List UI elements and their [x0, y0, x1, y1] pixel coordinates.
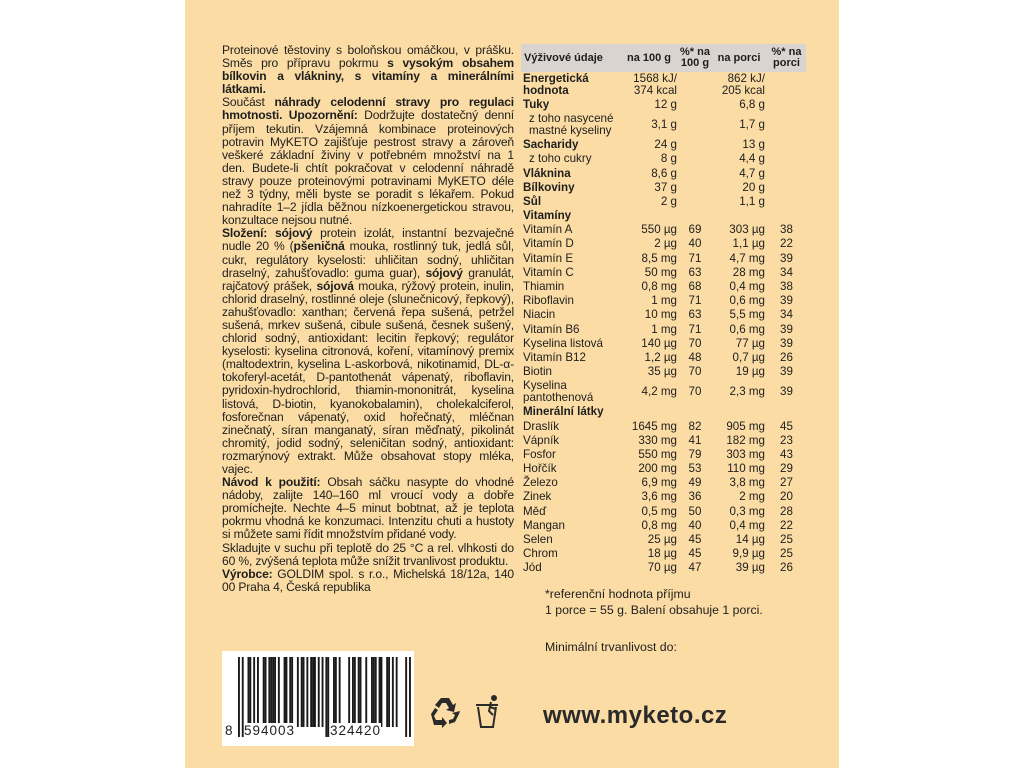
nutrient-name: Vitamín B6 — [523, 322, 580, 336]
value-per-portion: 0,4 mg — [729, 280, 765, 294]
value-per-portion: 77 µg — [735, 336, 765, 350]
value-per-portion: 1,7 g — [739, 118, 765, 132]
pct-per-100g: 50 — [688, 504, 702, 518]
ingredient-soy-2: sójový — [425, 265, 463, 280]
pct-per-100g: 45 — [688, 547, 702, 561]
nutrient-name: Hořčík — [523, 462, 557, 476]
nutrient-name: Vitamín A — [523, 223, 573, 237]
barcode-bar — [278, 657, 280, 727]
barcode-bar — [297, 657, 299, 727]
value-per-portion: 9,9 µg — [732, 547, 765, 561]
value-per-100g: 330 mg — [638, 433, 677, 447]
barcode-bar — [303, 657, 305, 727]
value-per-100g: 0,8 mg — [641, 518, 677, 532]
value-per-portion: 0,6 mg — [729, 322, 765, 336]
value-per-100g: 1568 kJ/ 374 kcal — [633, 71, 677, 97]
pct-per-portion — [767, 138, 806, 152]
value-per-portion: 0,4 mg — [729, 518, 765, 532]
value-per-portion: 303 mg — [726, 447, 765, 461]
minerals-section — [521, 405, 806, 419]
value-per-100g: 10 mg — [644, 308, 677, 322]
footnote — [545, 586, 763, 618]
table-row — [521, 181, 806, 195]
value-per-100g: 0,8 mg — [641, 280, 677, 294]
pct-per-portion: 39 — [780, 294, 793, 308]
value-per-portion: 2,3 mg — [729, 385, 765, 399]
pct-per-portion: 22 — [780, 518, 793, 532]
barcode-bar — [301, 657, 303, 727]
table-row — [521, 547, 806, 561]
pct-per-100g: 45 — [688, 533, 702, 547]
nutrient-name: Thiamin — [523, 280, 565, 294]
pct-per-portion: 26 — [780, 350, 793, 364]
expiry-label: Minimální trvanlivost do: — [545, 640, 677, 654]
table-row — [521, 505, 806, 519]
pct-per-100g: 53 — [688, 462, 702, 476]
value-per-portion: 5,5 mg — [729, 308, 765, 322]
nutrient-name: Kyselina listová — [523, 336, 603, 350]
value-per-100g: 18 µg — [647, 547, 677, 561]
pct-per-100g: 41 — [688, 433, 702, 447]
barcode-bar — [365, 657, 367, 727]
vitamins-section-label: Vitamíny — [523, 209, 572, 223]
value-per-100g: 2 µg — [654, 237, 677, 251]
table-row — [521, 533, 806, 547]
value-per-100g: 24 g — [654, 138, 677, 152]
ingredient-soy-1: sójový — [274, 226, 313, 241]
value-per-portion: 0,6 mg — [729, 294, 765, 308]
value-per-portion: 0,3 mg — [729, 504, 765, 518]
barcode-bar — [291, 657, 293, 727]
barcode-bar — [396, 657, 398, 727]
pct-per-100g: 79 — [688, 447, 702, 461]
table-row — [521, 266, 806, 280]
pct-per-100g: 47 — [688, 561, 702, 575]
header-per-portion: na porci — [711, 44, 767, 72]
pct-per-portion: 43 — [780, 447, 793, 461]
value-per-100g: 3,6 mg — [641, 490, 677, 504]
warning-bold: náhrady celodenní stravy pro regulaci hmotnosti. Upozornění: — [222, 95, 514, 123]
value-per-100g: 2 g — [660, 194, 677, 208]
nutrient-name: Sůl — [523, 194, 542, 208]
storage: Skladujte v suchu při teplotě do 25 °C a rel. vlhkosti do 60 %, zvýšená teplota může snížit trvanlivost produktu. — [222, 540, 514, 568]
barcode-bar — [248, 657, 250, 727]
table-row — [521, 72, 806, 98]
table-row — [521, 152, 806, 166]
barcode-digits-left: 594003 — [244, 723, 296, 738]
pct-per-portion: 25 — [780, 547, 793, 561]
value-per-100g: 6,9 mg — [641, 476, 677, 490]
value-per-100g: 8,5 mg — [641, 251, 677, 265]
barcode-bar — [360, 657, 362, 727]
pct-per-portion: 39 — [780, 336, 793, 350]
barcode-bar — [386, 657, 388, 727]
barcode-bar — [263, 657, 265, 727]
value-per-100g: 50 mg — [644, 265, 677, 279]
barcode-bar — [373, 657, 375, 727]
nutrient-name: Vláknina — [523, 166, 571, 180]
pct-per-100g — [679, 167, 711, 181]
nutrient-name: Železo — [523, 476, 558, 490]
barcode-bar — [284, 657, 286, 727]
pct-per-100g — [679, 72, 711, 98]
value-per-100g: 1 mg — [651, 294, 677, 308]
value-per-portion: 6,8 g — [739, 97, 765, 111]
pct-per-100g — [679, 195, 711, 209]
table-row — [521, 448, 806, 462]
value-per-portion: 0,7 µg — [732, 350, 765, 364]
value-per-portion: 20 g — [742, 180, 765, 194]
pct-per-portion: 34 — [780, 265, 793, 279]
table-row — [521, 252, 806, 266]
barcode-bar — [268, 657, 270, 727]
value-per-100g: 35 µg — [647, 365, 677, 379]
header-per-100g: na 100 g — [619, 44, 679, 72]
footnote-portion: 1 porce = 55 g. Balení obsahuje 1 porci. — [545, 603, 763, 617]
table-row — [521, 351, 806, 365]
nutrient-name: Měď — [523, 504, 547, 518]
barcode-bar — [289, 657, 291, 727]
barcode-bar — [388, 657, 390, 727]
value-per-portion: 303 µg — [729, 223, 765, 237]
value-per-100g: 3,1 g — [651, 118, 677, 132]
product-description — [222, 44, 514, 594]
nutrient-name: Fosfor — [523, 447, 556, 461]
nutrition-body — [521, 72, 806, 576]
pct-per-portion: 25 — [780, 533, 793, 547]
pct-per-portion: 20 — [780, 490, 793, 504]
barcode-bar — [371, 657, 373, 727]
barcode-bar — [286, 657, 288, 727]
barcode-bar — [249, 657, 251, 727]
pct-per-100g — [679, 112, 711, 138]
nutrient-name: Biotin — [523, 365, 553, 379]
table-row — [521, 223, 806, 237]
pct-per-100g: 69 — [688, 223, 702, 237]
nutrient-name: Mangan — [523, 518, 565, 532]
pct-per-portion — [767, 98, 806, 112]
pct-per-portion: 39 — [780, 385, 793, 399]
nutrient-name: Vitamín B12 — [523, 350, 586, 364]
table-row — [521, 323, 806, 337]
footnote-reference: *referenční hodnota příjmu — [545, 587, 691, 601]
pct-per-portion — [767, 72, 806, 98]
value-per-portion: 1,1 g — [739, 194, 765, 208]
nutrient-name: Jód — [523, 561, 542, 575]
barcode-bar — [322, 657, 324, 727]
recycle-icon — [427, 694, 463, 730]
value-per-portion: 39 µg — [735, 561, 765, 575]
barcode-bar — [375, 657, 377, 727]
pct-per-100g: 70 — [688, 365, 702, 379]
value-per-100g: 1 mg — [651, 322, 677, 336]
value-per-100g: 70 µg — [647, 561, 677, 575]
table-row — [521, 379, 806, 405]
pct-per-100g: 70 — [688, 385, 702, 399]
value-per-100g: 37 g — [654, 180, 677, 194]
table-row — [521, 561, 806, 575]
instructions: Návod k použití: Obsah sáčku nasypte do vhodné nádoby, zalijte 140–160 ml vroucí vody a dobře promíchejte. Nechte 4–5 minut bobtnat, až je teplota pokrmu vhodná ke konzumaci. Intenzitu chuti a hustoty si můžete sami řídit množstvím přidané vody. — [222, 475, 514, 542]
nutrient-name: Vitamín E — [523, 251, 574, 265]
nutrition-header — [521, 44, 806, 72]
barcode-bar — [348, 657, 350, 727]
value-per-100g: 200 mg — [638, 462, 677, 476]
table-row — [521, 238, 806, 252]
barcode — [222, 651, 414, 746]
manufacturer-title: Výrobce: — [222, 566, 273, 581]
table-row — [521, 337, 806, 351]
table-row — [521, 491, 806, 505]
nutrient-name: Tuky — [523, 97, 550, 111]
header-pct-100g: %* na 100 g — [679, 44, 711, 72]
pct-per-portion: 39 — [780, 322, 793, 336]
nutrient-name: Kyselina pantothenová — [523, 379, 594, 405]
header-pct-portion: %* na porci — [767, 44, 806, 72]
pct-per-portion: 23 — [780, 433, 793, 447]
value-per-portion: 3,8 mg — [729, 476, 765, 490]
nutrient-name: Vápník — [523, 433, 560, 447]
value-per-portion: 13 g — [742, 138, 765, 152]
barcode-bar — [339, 657, 341, 727]
pct-per-portion — [767, 195, 806, 209]
barcode-bar — [358, 657, 360, 727]
nutrient-name: z toho cukry — [529, 152, 592, 166]
pct-per-portion: 38 — [780, 280, 793, 294]
nutrient-name: Vitamín C — [523, 265, 574, 279]
pct-per-100g: 49 — [688, 476, 702, 490]
pct-per-portion: 39 — [780, 365, 793, 379]
value-per-portion: 862 kJ/ 205 kcal — [721, 71, 765, 97]
trash-bin-icon — [472, 693, 502, 731]
pct-per-100g: 82 — [688, 419, 702, 433]
pct-per-portion: 45 — [780, 419, 793, 433]
barcode-bar — [274, 657, 276, 727]
pct-per-100g: 68 — [688, 280, 702, 294]
pct-per-portion — [767, 181, 806, 195]
value-per-100g: 550 mg — [638, 447, 677, 461]
barcode-bar — [265, 657, 267, 727]
intro-bold: s vysokým obsahem bílkovin a vlákniny, s vitamíny a minerálními látkami. — [222, 56, 514, 97]
pct-per-100g: 71 — [688, 322, 702, 336]
table-row — [521, 280, 806, 294]
table-row — [521, 365, 806, 379]
pct-per-portion: 27 — [780, 476, 793, 490]
pct-per-portion: 38 — [780, 223, 793, 237]
barcode-bar — [257, 657, 259, 727]
value-per-100g: 25 µg — [647, 533, 677, 547]
header-nutrition: Výživové údaje — [521, 44, 619, 72]
nutrient-name: Zinek — [523, 490, 552, 504]
nutrient-name: Riboflavin — [523, 294, 574, 308]
barcode-bar — [352, 657, 354, 727]
value-per-portion: 28 mg — [732, 265, 765, 279]
usage-warning: Součást náhrady celodenní stravy pro regulaci hmotnosti. Upozornění: Dodržujte dostatečný denní příjem tekutin. Vzájemná kombinace proteinových potravin MyKETO zajišťuje pestrost stravy a zároveň veškeré základní živiny v potřebném množství na 1 den. Budete-li chtít pokračovat v celodenní náhradě stravy pouze proteinovými potravinami MyKETO déle než 3 týdny, měli byste se poradit s lékařem. Pokud nahradíte 1–2 jídla běžnou nízkoenergetickou stravou, konzultace nejsou nutné. — [222, 95, 515, 228]
table-row — [521, 519, 806, 533]
value-per-portion: 19 µg — [735, 365, 765, 379]
pct-per-100g — [679, 138, 711, 152]
pct-per-portion: 34 — [780, 308, 793, 322]
value-per-100g: 8,6 g — [651, 166, 677, 180]
barcode-bar — [381, 657, 383, 727]
value-per-100g: 140 µg — [641, 336, 677, 350]
value-per-portion: 905 mg — [726, 419, 765, 433]
value-per-100g: 1645 mg — [631, 419, 677, 433]
nutrition-table — [521, 44, 806, 576]
ingredients-title: Složení: — [222, 226, 268, 241]
barcode-bar — [333, 657, 335, 727]
pct-per-100g — [679, 181, 711, 195]
ingredients: Složení: sójový protein izolát, instantní bezvaječné nudle 20 % (pšeničná mouka, rostlinný tuk, jedlá sůl, cukr, regulátory kyselosti: uhličitan sodný, uhličitan draselný, zahušťovadlo: guma guar), sójový granulát, rajčatový prášek, sójová mouka, rýžový protein, inulin, chlorid draselný, rostlinné oleje (slunečnicový, řepkový), zahušťovadlo: xanthan; červená řepa sušená, petržel sušená, mrkev sušená, cibule sušená, česnek sušený, chlorid sodný, antioxidant: lecitin řepkový; regulátor kyselosti: kyselina citronová, koření, vitamínový premix (maltodextrin, kyselina L-askorbová, nikotinamid, DL-α-tokoferyl-acetát, D-pantothenát vápenatý, riboflavin, pyridoxin-hydrochlorid, thiamin-mononitrát, kyselina listová, D-biotin, kyanokobalamin), cholekalciferol, fosforečnan vápenatý, oxid hořečnatý, mléčnan zinečnatý, síran manganatý, síran měďnatý, pikolinát chromitý, jodid sodný, seleničitan sodný, antioxidant: rozmarýnový extrakt. Může obsahovat stopy mléka, vajec. — [222, 226, 514, 476]
barcode-bar — [306, 657, 308, 727]
value-per-100g: 4,2 mg — [641, 385, 677, 399]
barcode-bar — [310, 657, 312, 727]
pct-per-portion: 28 — [780, 504, 793, 518]
barcode-bar — [335, 657, 337, 727]
value-per-100g: 12 g — [654, 97, 677, 111]
pct-per-portion — [767, 167, 806, 181]
barcode-bar — [270, 657, 272, 727]
instructions-title: Návod k použití: — [222, 475, 321, 490]
nutrient-name: Vitamín D — [523, 237, 574, 251]
table-row — [521, 308, 806, 322]
pct-per-portion: 26 — [780, 561, 793, 575]
product-intro: Proteinové těstoviny s boloňskou omáčkou, v prášku. Směs pro přípravu pokrmu s vysokým obsahem bílkovin a vlákniny, s vitamíny a minerálními látkami. — [222, 43, 514, 97]
nutrient-name: Niacin — [523, 308, 556, 322]
barcode-digits-right: 324420 — [330, 723, 382, 738]
pct-per-100g: 71 — [688, 251, 702, 265]
table-row — [521, 98, 806, 112]
value-per-100g: 8 g — [660, 152, 677, 166]
table-row — [521, 195, 806, 209]
pct-per-100g: 63 — [688, 308, 702, 322]
barcode-bar — [318, 657, 320, 727]
barcode-bar — [379, 657, 381, 727]
table-row — [521, 167, 806, 181]
value-per-100g: 0,5 mg — [641, 504, 677, 518]
table-row — [521, 420, 806, 434]
value-per-100g: 550 µg — [641, 223, 677, 237]
pct-per-100g: 71 — [688, 294, 702, 308]
pct-per-100g — [679, 98, 711, 112]
minerals-section-label: Minerální látky — [523, 405, 604, 419]
website-url[interactable]: www.myketo.cz — [543, 702, 728, 729]
value-per-portion: 1,1 µg — [732, 237, 765, 251]
ingredient-wheat: pšeničná — [293, 239, 345, 254]
pct-per-100g — [679, 152, 711, 166]
nutrient-name: Sacharidy — [523, 138, 579, 152]
barcode-bar — [272, 657, 274, 727]
pct-per-100g: 63 — [688, 265, 702, 279]
ingredient-soy-3: sójová — [316, 278, 354, 293]
pct-per-portion — [767, 112, 806, 138]
nutrient-name: Bílkoviny — [523, 180, 575, 194]
barcode-bar — [314, 657, 316, 727]
nutrient-name: z toho nasycené mastné kyseliny — [529, 111, 614, 138]
nutrient-name: Selen — [523, 533, 553, 547]
barcode-bar — [312, 657, 314, 727]
pct-per-portion: 22 — [780, 237, 793, 251]
table-row — [521, 476, 806, 490]
value-per-portion: 182 mg — [726, 433, 765, 447]
pct-per-100g: 36 — [688, 490, 702, 504]
table-row — [521, 294, 806, 308]
value-per-portion: 2 mg — [739, 490, 765, 504]
barcode-bar — [253, 657, 255, 727]
table-row — [521, 138, 806, 152]
pct-per-100g: 48 — [688, 350, 702, 364]
nutrient-name: Energetická hodnota — [523, 71, 589, 97]
value-per-portion: 4,7 g — [739, 166, 765, 180]
barcode-bar — [392, 657, 394, 727]
barcode-bar — [354, 657, 356, 727]
pct-per-100g: 70 — [688, 336, 702, 350]
pct-per-portion — [767, 152, 806, 166]
pct-per-100g: 40 — [688, 518, 702, 532]
pct-per-100g: 40 — [688, 237, 702, 251]
value-per-portion: 4,7 mg — [729, 251, 765, 265]
table-row — [521, 462, 806, 476]
value-per-portion: 4,4 g — [739, 152, 765, 166]
value-per-portion: 110 mg — [727, 462, 765, 476]
table-row — [521, 434, 806, 448]
value-per-portion: 14 µg — [735, 533, 765, 547]
vitamins-section — [521, 209, 806, 223]
barcode-digits — [222, 723, 414, 743]
value-per-100g: 1,2 µg — [644, 350, 677, 364]
nutrient-name: Draslík — [523, 419, 560, 433]
nutrient-name: Chrom — [523, 547, 558, 561]
barcode-digit-first: 8 — [225, 723, 234, 738]
pct-per-portion: 39 — [780, 251, 793, 265]
manufacturer: Výrobce: GOLDIM spol. s r.o., Michelská 18/12a, 140 00 Praha 4, Česká republika — [222, 566, 514, 594]
pct-per-portion: 29 — [780, 462, 793, 476]
table-row — [521, 112, 806, 138]
